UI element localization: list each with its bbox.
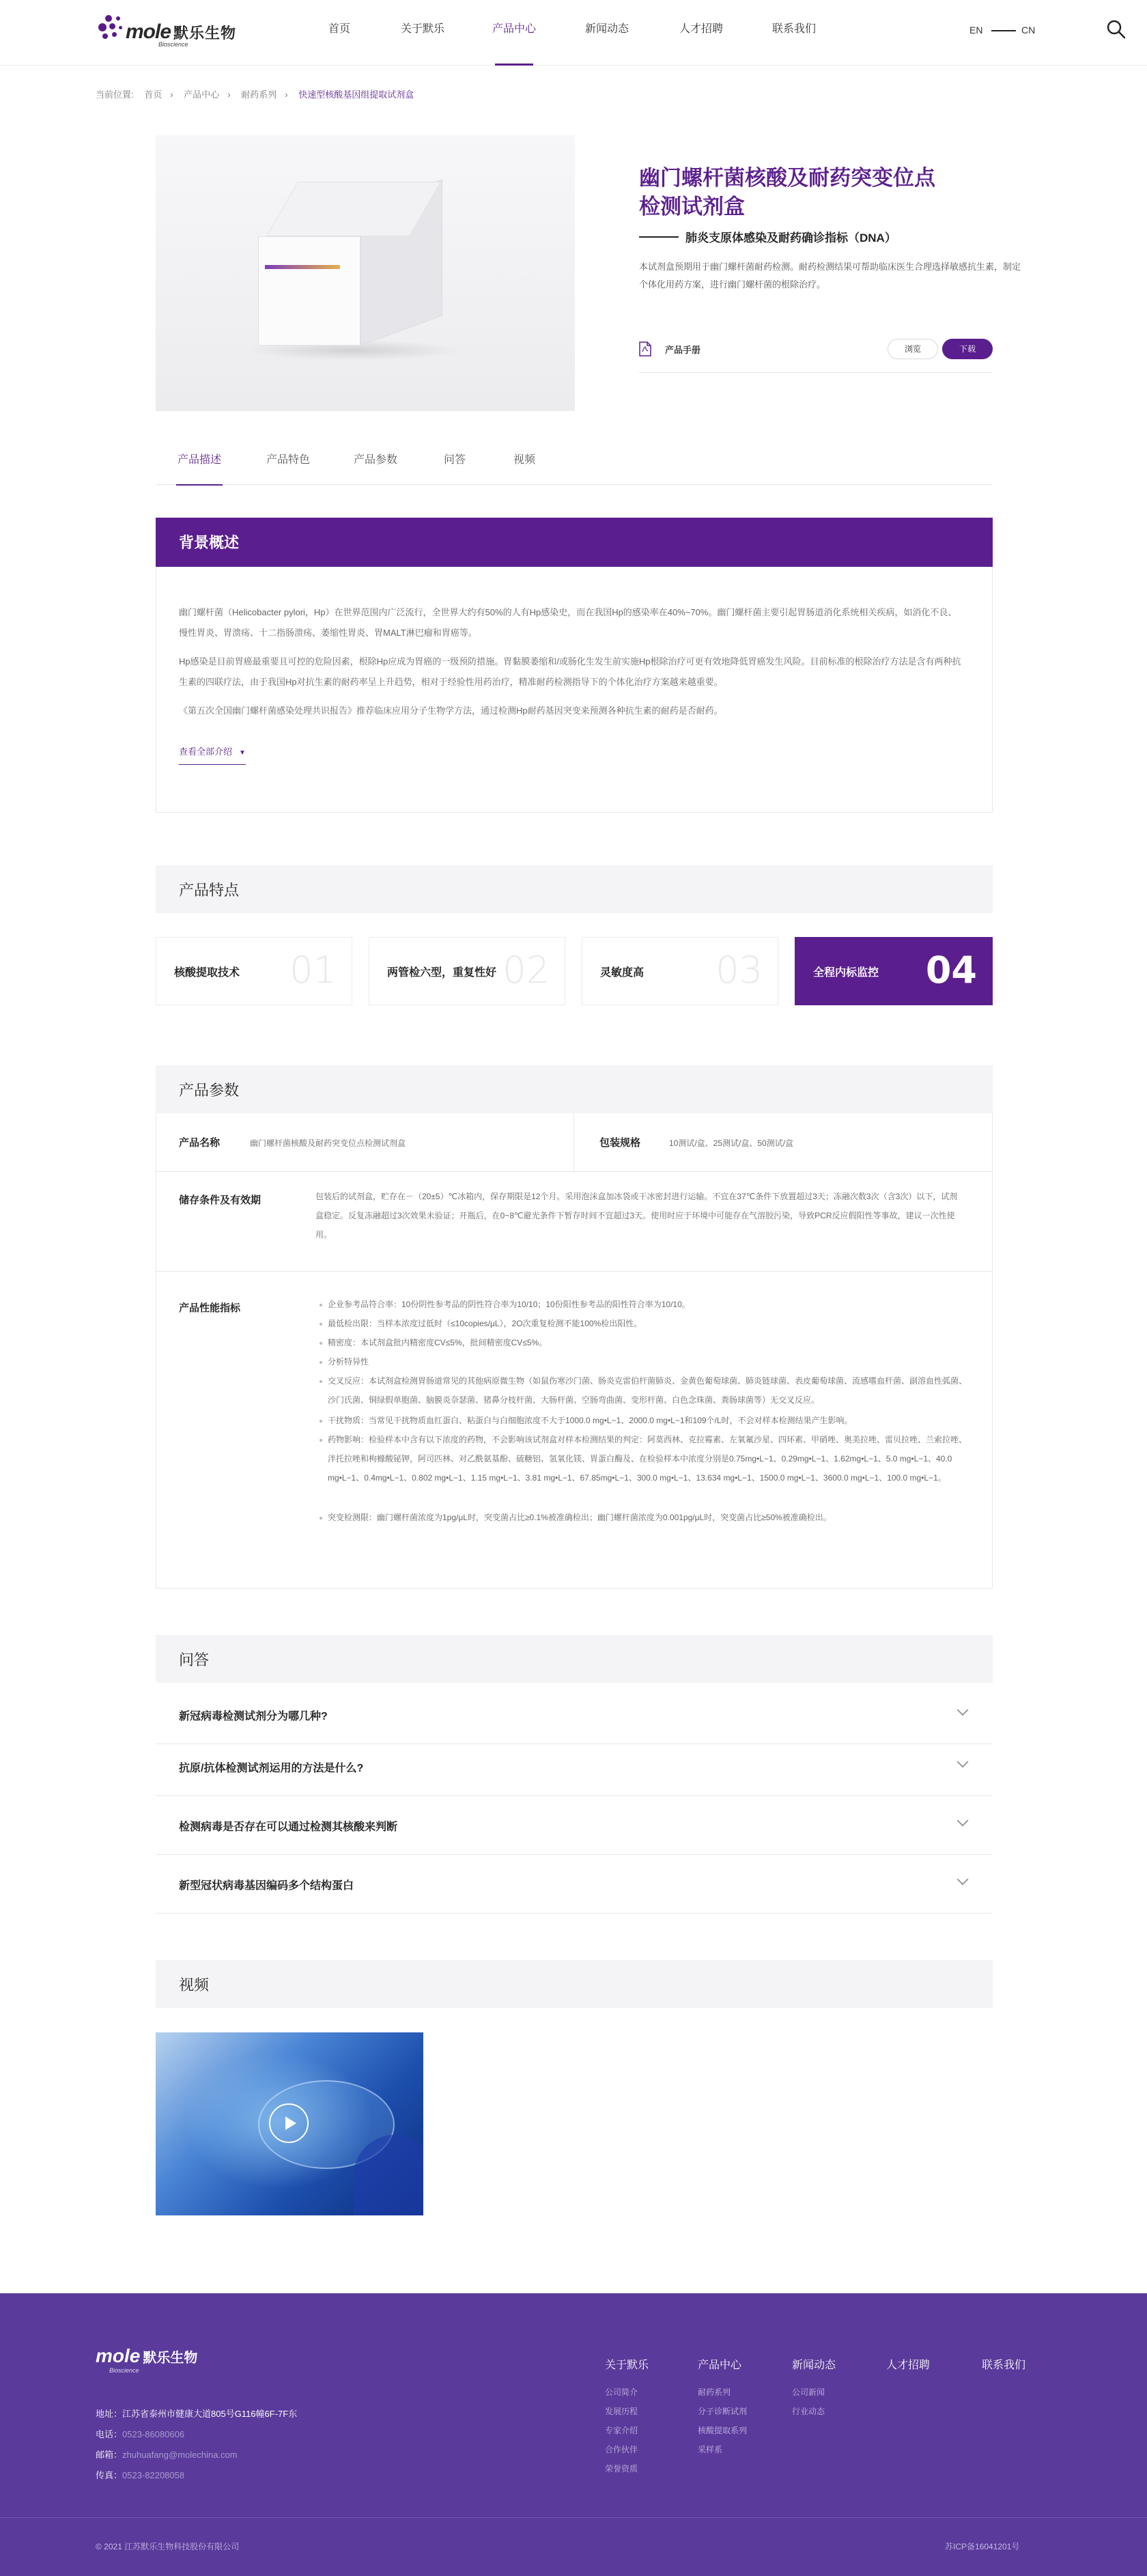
product-description: 本试剂盒预期用于幽门螺杆菌耐药检测。耐药检测结果可帮助临床医生合理选择敏感抗生素，制定个体化用药方案，进行幽门螺杆菌的根除治疗。	[639, 262, 1021, 290]
perf-item: 精密度：本试剂盒批内精密度CV≤5%，批间精密度CV≤5%。	[328, 1333, 972, 1352]
view-more-label: 查看全部介绍	[179, 746, 233, 757]
manual-row	[639, 335, 993, 373]
play-icon[interactable]	[269, 2103, 309, 2143]
footer-col-careers[interactable]: 人才招聘	[886, 2360, 931, 2371]
caret-down-icon: ▼	[239, 749, 246, 757]
nav-contact[interactable]: 联系我们	[771, 23, 816, 35]
video-header	[156, 1960, 993, 2008]
param-val-spec: 10测试/盒、25测试/盒、50测试/盒	[669, 1138, 794, 1148]
breadcrumb-item-home[interactable]: 首页	[144, 89, 162, 100]
footer-link[interactable]: 合作伙伴	[605, 2445, 638, 2454]
faq-question: 新型冠状病毒基因编码多个结构蛋白	[179, 1880, 354, 1892]
product-subtitle: 肺炎支原体感染及耐药确诊指标（DNA）	[685, 232, 896, 244]
video-thumbnail[interactable]	[156, 2032, 423, 2215]
product-tabs	[156, 447, 993, 485]
feature-number: 02	[502, 949, 550, 992]
view-more-link[interactable]	[179, 744, 246, 765]
features-title: 产品特点	[179, 882, 240, 899]
faq-item[interactable]	[156, 1685, 993, 1744]
features-header	[156, 865, 993, 913]
feature-label: 灵敏度高	[600, 967, 645, 979]
perf-item: 分析特异性	[328, 1352, 972, 1371]
footer-logo[interactable]: mole 默乐生物	[96, 2345, 198, 2366]
pdf-file-icon	[639, 341, 651, 356]
perf-item: 干扰物质：当常见干扰物质血红蛋白、粘蛋白与白细胞浓度不大于1000.0 mg•L−1、2000.0 mg•L−1和109个/L时，不会对样本检测结果产生影响。	[328, 1411, 972, 1430]
feature-number: 03	[716, 949, 763, 992]
tab-description[interactable]: 产品描述	[178, 447, 221, 485]
nav-home[interactable]: 首页	[328, 23, 350, 35]
footer-address: 地址：江苏省泰州市健康大道805号G116幢6F-7F东	[96, 2409, 298, 2419]
breadcrumb-current: 快速型核酸基因组提取试剂盒	[298, 89, 414, 100]
footer-link[interactable]: 分子诊断试剂	[698, 2407, 748, 2416]
param-key-name: 产品名称	[179, 1137, 221, 1149]
feature-number: 01	[289, 949, 337, 992]
perf-item: 突变检测限：幽门螺杆菌浓度为1pg/μL时，突变菌占比≥0.1%被准确检出；幽门螺杆菌浓度为0.001pg/μL时，突变菌占比≥50%被准确检出。	[328, 1508, 972, 1527]
lang-en[interactable]: EN	[969, 25, 983, 36]
site-logo[interactable]	[96, 10, 237, 51]
tab-params[interactable]: 产品参数	[354, 454, 398, 466]
faq-title: 问答	[179, 1651, 210, 1668]
feature-card-active[interactable]	[795, 937, 993, 1005]
footer-col-about[interactable]: 关于默乐	[605, 2360, 649, 2371]
search-icon[interactable]	[1106, 19, 1127, 40]
perf-item: 药物影响：检验样本中含有以下浓度的药物，不会影响该试剂盒对样本检测结果的判定：阿莫西林、克拉霉素、左氧氟沙星、四环素、甲硝唑、奥美拉唑、雷贝拉唑、兰索拉唑、泮托拉唑和枸橼酸铋钾，阿司匹林、对乙酰氨基酚、硫糖铝、氢氧化镁、胃蛋白酶及、在检验样本中浓度分别是0.75mg•L−1、0.29mg•L−1、1.62mg•L−1、5.0 mg•L−1、40.0 mg•L−1、0.4mg•L−1、0.802 mg•L−1、1.15 mg•L−1、3.81 mg•L−1、67.85mg•L−1、300.0 mg•L−1、13.634 mg•L−1、1500.0 mg•L−1、3600.0 mg•L−1、100.0 mg•L−1。	[328, 1430, 972, 1487]
site-footer	[0, 2293, 1147, 2576]
video-title: 视频	[179, 1976, 210, 1993]
overview-paragraph: Hp感染是目前胃癌最重要且可控的危险因素，根除Hp应成为胃癌的一级预防措施。胃黏膜萎缩和/或肠化生发生前实施Hp根除治疗可更有效地降低胃癌发生风险。目前标准的根除治疗方法是含有两种抗生素的四联疗法，由于我国Hp对抗生素的耐药率呈上升趋势，相对于经验性用药治疗，精准耐药检测指导下的个体化治疗方案越来越重要。	[179, 656, 961, 687]
footer-col-news[interactable]: 新闻动态	[792, 2360, 836, 2371]
overview-title: 背景概述	[179, 534, 240, 551]
feature-card[interactable]	[369, 937, 565, 1005]
footer-divider	[0, 2517, 1147, 2518]
chevron-down-icon	[957, 1874, 969, 1886]
param-key-spec: 包装规格	[599, 1137, 641, 1149]
params-title: 产品参数	[179, 1082, 240, 1099]
footer-link[interactable]: 耐药系列	[698, 2388, 731, 2397]
footer-phone: 电话：0523-86080606	[96, 2429, 185, 2439]
footer-link[interactable]: 荣誉资质	[605, 2464, 638, 2474]
footer-col-products[interactable]: 产品中心	[698, 2360, 742, 2371]
param-key-performance: 产品性能指标	[179, 1302, 241, 1314]
footer-link[interactable]: 核酸提取系列	[698, 2426, 748, 2435]
perf-item: 企业参考品符合率：10份阴性参考品的阴性符合率为10/10；10份阳性参考品的阳性符合率为10/10。	[328, 1295, 972, 1314]
perf-item: 最低检出限：当样本浓度过低时（≤10copies/μL），2O次重复检测不能100%检出阳性。	[328, 1314, 972, 1333]
site-header	[0, 0, 1147, 66]
params-row-performance	[156, 1272, 993, 1588]
faq-question: 检测病毒是否存在可以通过检测其核酸来判断	[179, 1821, 398, 1833]
footer-col-contact[interactable]: 联系我们	[982, 2360, 1026, 2371]
faq-item[interactable]	[156, 1796, 993, 1855]
params-row-storage	[156, 1172, 993, 1272]
footer-link[interactable]: 公司新闻	[792, 2388, 825, 2397]
footer-link[interactable]: 专家介绍	[605, 2426, 638, 2435]
chevron-down-icon	[957, 1756, 969, 1768]
tab-video[interactable]: 视频	[513, 454, 536, 466]
overview-header	[156, 518, 993, 567]
footer-link[interactable]: 行业动态	[792, 2407, 825, 2416]
nav-careers[interactable]: 人才招聘	[679, 23, 723, 35]
faq-header	[156, 1635, 993, 1683]
tab-faq[interactable]: 问答	[444, 454, 466, 466]
feature-label: 全程内标监控	[813, 967, 879, 979]
perf-item: 交叉反应：本试剂盒检测胃肠道常见的其他病原微生物（如鼠伤寒沙门菌、肠炎克雷伯杆菌肺炎、金黄色葡萄球菌、肺炎链球菌、表皮葡萄球菌、流感嗜血杆菌、副溶血性弧菌、沙门氏菌、铜绿假单胞菌、脑膜炎奈瑟菌、猪鼻分枝杆菌、大肠杆菌、空肠弯曲菌、变形杆菌、白色念珠菌、粪肠球菌等）无交叉反应。	[328, 1371, 972, 1410]
breadcrumb-item-series[interactable]: 耐药系列	[241, 89, 277, 100]
footer-logo-subtitle: Bioscience	[109, 2367, 139, 2374]
logo-dots-icon	[96, 10, 127, 46]
breadcrumb-prefix: 当前位置:	[96, 89, 134, 100]
feature-card[interactable]	[582, 937, 778, 1005]
overview-paragraph: 《第五次全国幽门螺杆菌感染处理共识报告》推荐临床应用分子生物学方法，通过检测Hp耐药基因突变来预测各种抗生素的耐药是否耐药。	[179, 705, 723, 716]
nav-products[interactable]: 产品中心	[490, 0, 538, 66]
faq-item[interactable]	[156, 1737, 993, 1796]
product-image	[156, 135, 575, 411]
nav-news[interactable]: 新闻动态	[584, 23, 629, 35]
faq-question: 新冠病毒检测试剂分为哪几种?	[179, 1711, 328, 1722]
preview-button[interactable]: 浏览	[888, 339, 938, 359]
subtitle-line	[639, 236, 679, 238]
faq-item[interactable]	[156, 1855, 993, 1914]
chevron-down-icon	[957, 1705, 969, 1716]
lang-cn[interactable]: CN	[1021, 25, 1036, 36]
footer-link[interactable]: 发展历程	[605, 2407, 638, 2416]
footer-icp[interactable]: 苏ICP备16041201号	[945, 2542, 1020, 2551]
lang-divider	[991, 30, 1016, 31]
feature-label: 两管检六型，重复性好	[387, 967, 497, 979]
footer-fax: 传真：0523-82208058	[96, 2470, 185, 2480]
param-val-name: 幽门螺杆菌核酸及耐药突变位点检测试剂盒	[250, 1138, 406, 1148]
param-val-storage: 包装后的试剂盒，贮存在－（20±5）℃冰箱内，保存期限是12个月。采用泡沫盒加冰袋或干冰密封进行运输。不宜在37℃条件下放置超过3天；冻融次数3次（含3次）以下，试剂盒稳定。反复冻融超过3次效果未验证；开瓶后，在0~8℃避光条件下暂存时间不宜超过3天。使用时应于环境中可能存在气溶胶污染，导致PCR反应假阳性等事故，建议一次性使用。	[315, 1192, 958, 1240]
footer-copyright: © 2021 江苏默乐生物科技股份有限公司	[96, 2542, 240, 2551]
logo-wordmark: mole 默乐生物	[126, 20, 237, 43]
params-header	[156, 1065, 993, 1113]
breadcrumb: 当前位置: 首页 › 产品中心 › 耐药系列 › 快速型核酸基因组提取试剂盒	[96, 89, 414, 100]
param-key-storage: 储存条件及有效期	[179, 1194, 261, 1206]
manual-label: 产品手册	[665, 345, 701, 355]
tab-features[interactable]: 产品特色	[266, 454, 311, 466]
feature-label: 核酸提取技术	[174, 967, 240, 979]
chevron-down-icon	[957, 1815, 969, 1827]
breadcrumb-item-products[interactable]: 产品中心	[184, 89, 220, 100]
product-title: 幽门螺杆菌核酸及耐药突变位点检测试剂盒	[639, 166, 935, 219]
params-row-name	[156, 1113, 993, 1172]
nav-about[interactable]: 关于默乐	[400, 23, 444, 35]
footer-link[interactable]: 采样系	[698, 2445, 723, 2454]
faq-question: 抗原/抗体检测试剂运用的方法是什么?	[179, 1763, 364, 1774]
logo-subtitle: Bioscience	[158, 41, 188, 48]
download-button[interactable]: 下载	[942, 339, 993, 359]
footer-email[interactable]: 邮箱：zhuhuafang@molechina.com	[96, 2450, 238, 2460]
feature-card[interactable]	[156, 937, 352, 1005]
feature-number: 04	[925, 949, 977, 992]
overview-paragraph: 幽门螺杆菌（Helicobacter pylori，Hp）在世界范围内广泛流行，全世界大约有50%的人有Hp感染史，而在我国Hp的感染率在40%~70%。幽门螺杆菌主要引起胃肠道消化系统相关疾病，如消化不良、慢性胃炎、胃溃疡、十二指肠溃疡、萎缩性胃炎、胃MALT淋巴瘤和胃癌等。	[179, 607, 957, 638]
footer-link[interactable]: 公司简介	[605, 2388, 638, 2397]
